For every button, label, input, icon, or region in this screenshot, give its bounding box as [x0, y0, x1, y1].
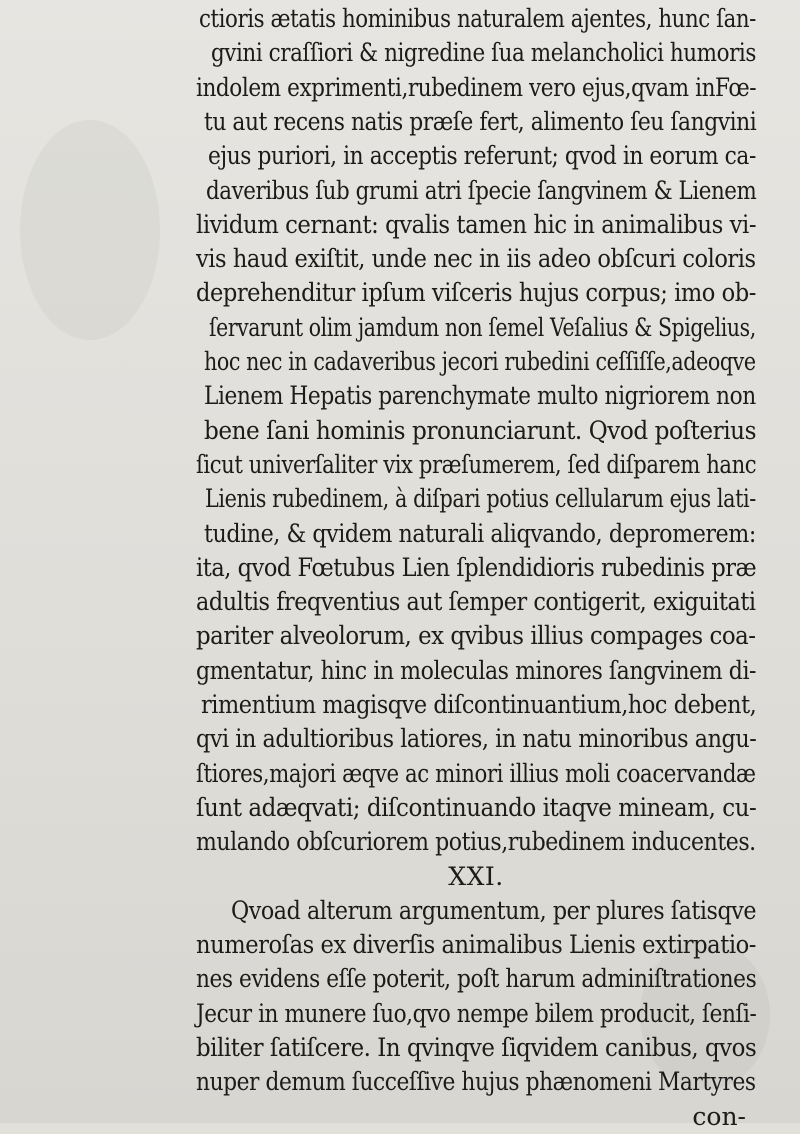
text-line: ctioris ætatis hominibus naturalem ajentes, hunc ſan-	[199, 4, 756, 33]
text-line: lividum cernant: qvalis tamen hic in animalibus vi-	[196, 209, 757, 239]
text-line: vis haud exiſtit, unde nec in iis adeo obſcuri coloris	[196, 244, 756, 274]
text-line: Qvoad alterum argumentum, per plures ſatisqve	[231, 895, 757, 925]
text-line: ita, qvod Fœtubus Lien ſplendidioris rubedinis præ	[196, 552, 757, 582]
text-line: tu aut recens natis præſe fert, alimento ſeu ſangvini	[204, 106, 757, 136]
text-line: biliter ſatiſcere. In qvinqve ſiqvidem canibus, qvos	[196, 1033, 757, 1062]
text-line: nes evidens eſſe poterit, poſt harum adminiſtrationes	[196, 964, 757, 994]
text-line: mulando obſcuriorem potius,rubedinem inducentes.	[196, 827, 756, 857]
text-line: daveribus ſub grumi atri ſpecie ſangvinem & Lienem	[206, 175, 757, 205]
text-line: qvi in adultioribus latiores, in natu minoribus angu-	[196, 724, 757, 754]
text-line: gvini craſſiori & nigredine ſua melancholici humoris	[211, 38, 756, 68]
text-line: ſtiores,majori æqve ac minori illius moli coacervandæ	[196, 758, 756, 788]
text-line: pariter alveolorum, ex qvibus illius compages coa-	[196, 621, 756, 651]
section-number: XXI.	[448, 861, 504, 891]
text-line: deprehenditur ipſum viſceris hujus corpus; imo ob-	[196, 278, 756, 308]
text-line: bene ſani hominis pronunciarunt. Qvod poſterius	[204, 415, 757, 445]
text-line: ſunt adæqvati; diſcontinuando itaqve mineam, cu-	[196, 792, 757, 822]
text-line: Jecur in munere ſuo,qvo nempe bilem producit, ſenſi-	[196, 998, 757, 1028]
text-line: tudine, & qvidem naturali aliqvando, depromerem:	[204, 518, 756, 548]
text-line: rimentium magisqve diſcontinuantium,hoc debent,	[201, 690, 757, 719]
paper-stain	[20, 120, 160, 340]
text-line: hoc nec in cadaveribus jecori rubedini ceſſiſſe,adeoqve	[204, 347, 756, 376]
text-line: nuper demum ſucceſſive hujus phænomeni Martyres	[196, 1067, 756, 1097]
text-line: numeroſas ex diverſis animalibus Lienis extirpatio-	[196, 930, 756, 960]
text-line: Lienis rubedinem, à diſpari potius cellularum ejus lati-	[205, 484, 756, 514]
text-line: ſicut univerſaliter vix præſumerem, ſed diſparem hanc	[196, 449, 757, 479]
text-line: Lienem Hepatis parenchymate multo nigriorem non	[204, 381, 756, 411]
text-line: indolem exprimenti,rubedinem vero ejus,qvam inFœ-	[196, 72, 757, 102]
text-line: ejus puriori, in acceptis referunt; qvod in eorum ca-	[208, 141, 756, 171]
text-line: adultis freqventius aut ſemper contigerit, exiguitati	[196, 587, 756, 617]
text-line: gmentatur, hinc in moleculas minores ſangvinem di-	[196, 655, 757, 685]
catchword: con-	[692, 1101, 746, 1131]
text-line: ſervarunt olim jamdum non ſemel Veſalius & Spigelius,	[209, 312, 756, 342]
